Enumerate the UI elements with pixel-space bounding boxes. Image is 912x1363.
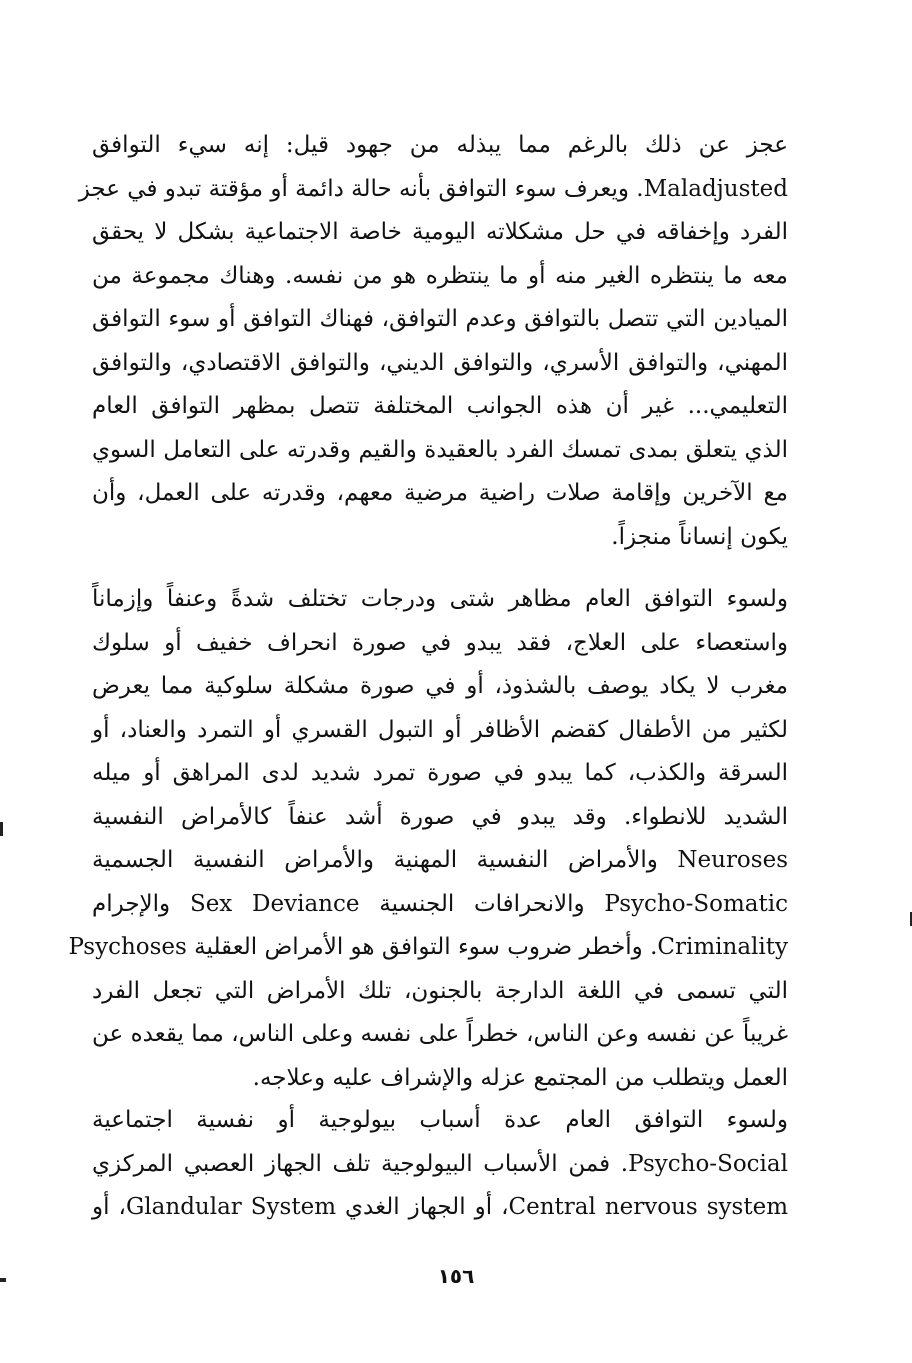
paragraph-1 [78,124,788,559]
text-line: واستعصاء على العلاج، فقد يبدو في صورة انحراف خفيف أو سلوك [92,629,788,656]
text-line: الذي يتعلق بمدى تمسك الفرد بالعقيدة والقيم وقدرته على التعامل السوي [92,436,788,463]
text-line: الفرد وإخفاقه في حل مشكلاته اليومية خاصة الاجتماعية بشكل لا يحقق [92,219,788,245]
text-line: Psycho-Somatic والانحرافات الجنسية Sex Deviance والإجرام [92,890,788,917]
text-line: Psycho-Social. فمن الأسباب البيولوجية تلف الجهاز العصبي المركزي [92,1150,788,1177]
page-number: ١٥٦ [437,1264,475,1288]
text-line: Criminality. وأخطر ضروب سوء التوافق هو الأمراض العقلية Psychoses [68,934,788,960]
text-line: العمل ويتطلب من المجتمع عزله والإشراف عليه وعلاجه. [252,1064,788,1091]
scan-edge-mark [0,822,3,836]
text-line: السرقة والكذب، كما يبدو في صورة تمرد شديد لدى المراهق أو ميله [92,760,788,786]
text-line: Central nervous system، أو الجهاز الغدي Glandular System، أو [92,1194,788,1220]
text-line: Maladjusted. ويعرف سوء التوافق بأنه حالة دائمة أو مؤقتة تبدو في عجز [78,175,788,202]
text-line: الشديد للانطواء. وقد يبدو في صورة أشد عنفاً كالأمراض النفسية [92,803,788,830]
text-line: التي تسمى في اللغة الدارجة بالجنون، تلك الأمراض التي تجعل الفرد [92,977,788,1004]
text-line: يكون إنساناً منجزاً. [611,523,788,550]
paragraph-3 [92,1099,788,1230]
text-line: الميادين التي تتصل بالتوافق وعدم التوافق، فهناك التوافق أو سوء التوافق [92,306,788,332]
text-line: التعليمي... غير أن هذه الجوانب المختلفة تتصل بمظهر التوافق العام [92,393,788,419]
text-line: غريباً عن نفسه وعن الناس، خطراً على نفسه وعلى الناس، مما يقعده عن [92,1021,788,1047]
text-line: لكثير من الأطفال كقضم الأظافر أو التبول القسري أو التمرد والعناد، أو [92,716,788,743]
text-line: Neuroses والأمراض النفسية المهنية والأمراض النفسية الجسمية [92,847,788,873]
text-line: المهني، والتوافق الأسري، والتوافق الديني، والتوافق الاقتصادي، والتوافق [92,349,788,376]
text-line: مغرب لا يكاد يوصف بالشذوذ، أو في صورة مشكلة سلوكية مما يعرض [92,673,788,699]
text-line: معه ما ينتظره الغير منه أو ما ينتظره هو من نفسه. وهناك مجموعة من [92,262,788,289]
text-line: ولسوء التوافق العام مظاهر شتى ودرجات تختلف شدةً وعنفاً وإزماناً [92,586,788,612]
paragraph-2 [68,578,788,1100]
text-line: مع الآخرين وإقامة صلات راضية مرضية معهم، وقدرته على العمل، وأن [92,480,788,506]
scan-edge-mark [0,1278,6,1282]
text-line: ولسوء التوافق العام عدة أسباب بيولوجية أو نفسية اجتماعية [92,1107,788,1133]
text-line: عجز عن ذلك بالرغم مما يبذله من جهود قيل: إنه سيء التوافق [92,132,788,158]
